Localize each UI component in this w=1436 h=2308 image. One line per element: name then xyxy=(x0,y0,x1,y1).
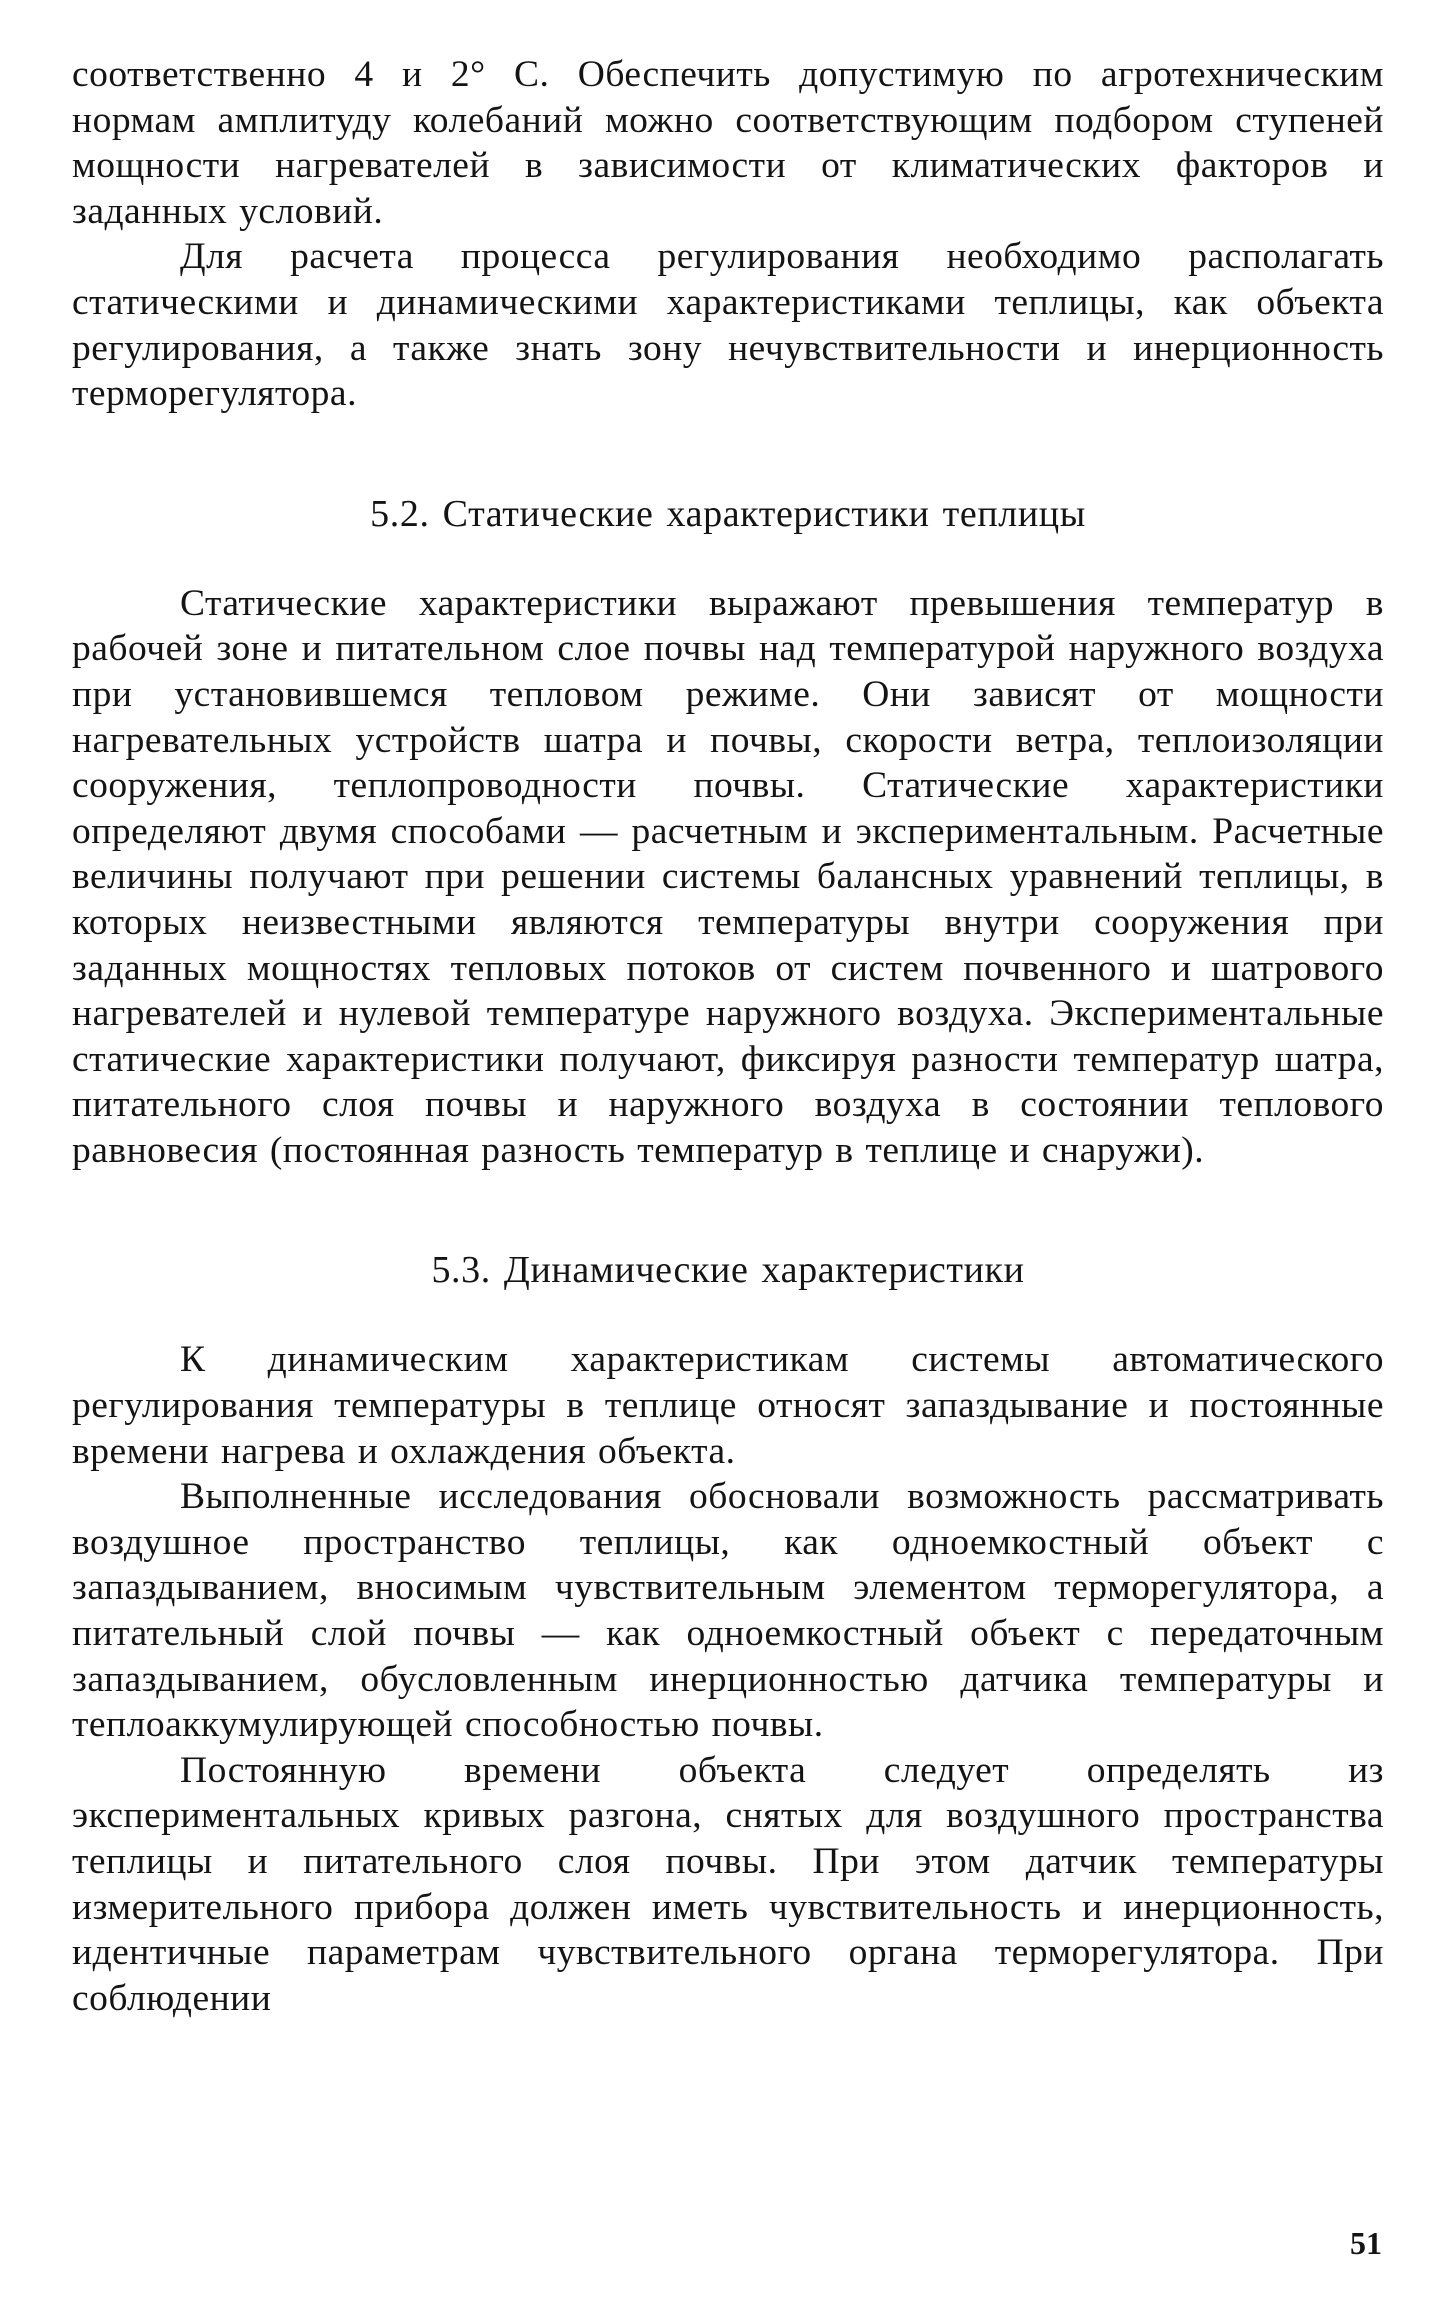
spacer xyxy=(72,1293,1384,1337)
section-heading-5-2: 5.2. Статические характеристики теплицы xyxy=(370,492,1086,535)
paragraph-static-characteristics: Статические характеристики выражают превышения температур в рабочей зоне и питательном слое почвы над температурой наружного воздуха при установившемся тепловом режиме. Они зависят от мощности нагревательных устройств шатра и почвы, скорости ветра, теплоизоляции сооружения, теплопроводности почвы. Статические характеристики определяют двумя способами — расчетным и экспериментальным. Расчетные величины получают при решении системы балансных уравнений теплицы, в которых неизвестными являются температуры внутри сооружения при заданных мощностях тепловых потоков от систем почвенного и шатрового нагревателей и нулевой температуре наружного воздуха. Экспериментальные статические характеристики получают, фиксируя разности температур шатра, питательного слоя почвы и наружного воздуха в состоянии теплового равновесия (постоянная разность температур в теплице и снаружи). xyxy=(72,582,1384,1171)
paragraph-dynamic-characteristics: К динамическим характеристикам системы автоматического регулирования температуры в теплице относят запаздывание и постоянные времени нагрева и охлаждения объекта. xyxy=(72,1339,1384,1472)
spacer xyxy=(72,1173,1384,1247)
paragraph-research: Выполненные исследования обосновали возможность рассматривать воздушное пространство теплицы, как одноемкостный объект с запаздыванием, вносимым чувствительным элементом терморегулятора, а питательный слой почвы — как одноемкостный объект с передаточным запаздыванием, обусловленным инерционностью датчика температуры и теплоаккумулирующей способностью почвы. xyxy=(72,1476,1384,1746)
paragraph-continued: соответственно 4 и 2° С. Обеспечить допустимую по агротехническим нормам амплитуду колебаний можно соответствующим подбором ступеней мощности нагревателей в зависимости от климатических факторов и заданных условий. xyxy=(72,54,1384,232)
page-body xyxy=(72,52,1384,2021)
section-heading-5-3: 5.3. Динамические характеристики xyxy=(431,1249,1025,1292)
paragraph-regulation-calculation: Для расчета процесса регулирования необходимо располагать статическими и динамическими характеристиками теплицы, как объекта регулирования, а также знать зону нечувствительности и инерционность терморегулятора. xyxy=(72,236,1384,415)
spacer xyxy=(72,537,1384,581)
paragraph-time-constant: Постоянную времени объекта следует определять из экспериментальных кривых разгона, снятых для воздушного пространства теплицы и питательного слоя почвы. При этом датчик температуры измерительного прибора должен иметь чувствительность и инерционность, идентичные параметрам чувствительного органа терморегулятора. При соблюдении xyxy=(72,1749,1384,2019)
spacer xyxy=(72,417,1384,491)
page-number: 51 xyxy=(1350,2225,1382,2261)
